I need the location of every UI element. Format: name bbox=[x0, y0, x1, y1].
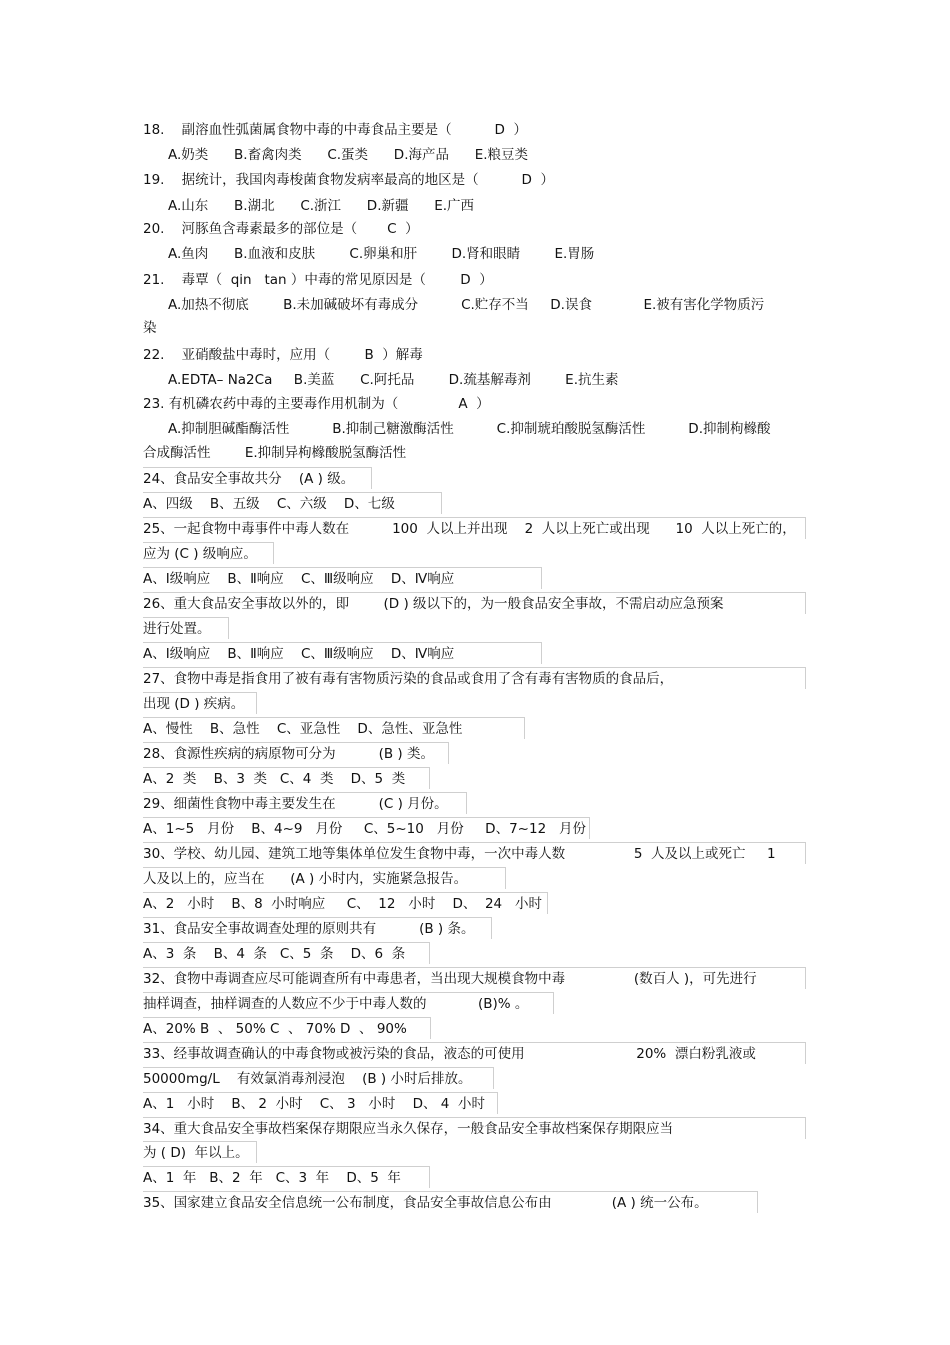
options-20: A.鱼肉 B.血液和皮肤 C.卵巢和肝 D.肾和眼睛 E.胃肠 bbox=[168, 246, 595, 262]
question-33-cont: 50000mg/L 有效氯消毒剂浸泡 (B ) 小时后排放。 bbox=[143, 1067, 494, 1089]
question-27: 27、食物中毒是指食用了被有毒有害物质污染的食品或食用了含有毒有害物质的食品后， bbox=[143, 667, 806, 689]
options-28: A、2 类 B、3 类 C、4 类 D、5 类 bbox=[143, 767, 430, 789]
question-22: 22. 亚硝酸盐中毒时，应用（ B ）解毒 bbox=[143, 347, 423, 363]
options-34: A、1 年 B、2 年 C、3 年 D、5 年 bbox=[143, 1166, 430, 1188]
question-30: 30、学校、幼儿园、建筑工地等集体单位发生食物中毒，一次中毒人数 5 人及以上或死亡 1 bbox=[143, 842, 806, 864]
question-21: 21. 毒覃（ qin tan ）中毒的常见原因是（ D ） bbox=[143, 272, 493, 288]
options-23: A.抑制胆碱酯酶活性 B.抑制己糖激酶活性 C.抑制琥珀酸脱氢酶活性 D.抑制枸橼酸 bbox=[168, 421, 771, 437]
question-34-cont: 为 ( D) 年以上。 bbox=[143, 1141, 257, 1163]
question-26: 26、重大食品安全事故以外的，即 (D ) 级以下的，为一般食品安全事故，不需启动应急预案 bbox=[143, 592, 806, 614]
options-18: A.奶类 B.畜禽肉类 C.蛋类 D.海产品 E.粮豆类 bbox=[168, 147, 529, 163]
question-33: 33、经事故调查确认的中毒食物或被污染的食品，液态的可使用 20% 漂白粉乳液或 bbox=[143, 1042, 806, 1064]
options-29: A、1~5 月份 B、4~9 月份 C、5~10 月份 D、7~12 月份 bbox=[143, 817, 590, 839]
options-21-cont: 染 bbox=[143, 320, 157, 336]
options-23-cont: 合成酶活性 E.抑制异枸橼酸脱氢酶活性 bbox=[143, 445, 407, 461]
options-19: A.山东 B.湖北 C.浙江 D.新疆 E.广西 bbox=[168, 198, 475, 214]
options-31: A、3 条 B、4 条 C、5 条 D、6 条 bbox=[143, 942, 430, 964]
question-18: 18. 副溶血性弧菌属食物中毒的中毒食品主要是（ D ） bbox=[143, 122, 528, 138]
question-25: 25、一起食物中毒事件中毒人数在 100 人以上并出现 2 人以上死亡或出现 10 人以上死亡的， bbox=[143, 517, 806, 539]
options-30: A、2 小时 B、8 小时响应 C、 12 小时 D、 24 小时 bbox=[143, 892, 548, 914]
question-30-cont: 人及以上的，应当在 (A ) 小时内，实施紧急报告。 bbox=[143, 867, 506, 889]
options-26: A、Ⅰ级响应 B、Ⅱ响应 C、Ⅲ级响应 D、Ⅳ响应 bbox=[143, 642, 542, 664]
question-20: 20. 河豚鱼含毒素最多的部位是（ C ） bbox=[143, 221, 419, 237]
question-23: 23. 有机磷农药中毒的主要毒作用机制为（ A ） bbox=[143, 396, 490, 412]
options-32: A、20% B 、 50% C 、 70% D 、 90% bbox=[143, 1017, 431, 1039]
options-22: A.EDTA– Na2Ca B.美蓝 C.阿托品 D.巯基解毒剂 E.抗生素 bbox=[168, 372, 619, 388]
question-19: 19. 据统计，我国肉毒梭菌食物发病率最高的地区是（ D ） bbox=[143, 172, 555, 188]
question-24: 24、食品安全事故共分 (A ) 级。 bbox=[143, 467, 372, 489]
question-32: 32、食物中毒调查应尽可能调查所有中毒患者，当出现大规模食物中毒 (数百人 )，可先进行 bbox=[143, 967, 806, 989]
question-34: 34、重大食品安全事故档案保存期限应当永久保存，一般食品安全事故档案保存期限应当 bbox=[143, 1117, 806, 1139]
options-27: A、慢性 B、急性 C、亚急性 D、急性、亚急性 bbox=[143, 717, 525, 739]
question-25-cont: 应为 (C ) 级响应。 bbox=[143, 542, 274, 564]
options-24: A、四级 B、五级 C、六级 D、七级 bbox=[143, 492, 442, 514]
question-26-cont: 进行处置。 bbox=[143, 617, 229, 639]
options-25: A、Ⅰ级响应 B、Ⅱ响应 C、Ⅲ级响应 D、Ⅳ响应 bbox=[143, 567, 542, 589]
options-21: A.加热不彻底 B.未加碱破坏有毒成分 C.贮存不当 D.误食 E.被有害化学物质污 bbox=[168, 297, 765, 313]
question-32-cont: 抽样调查，抽样调查的人数应不少于中毒人数的 (B)% 。 bbox=[143, 992, 554, 1014]
question-31: 31、食品安全事故调查处理的原则共有 (B ) 条。 bbox=[143, 917, 492, 939]
question-27-cont: 出现 (D ) 疾病。 bbox=[143, 692, 257, 714]
options-33: A、1 小时 B、 2 小时 C、 3 小时 D、 4 小时 bbox=[143, 1092, 498, 1114]
question-35: 35、国家建立食品安全信息统一公布制度，食品安全事故信息公布由 (A ) 统一公布。 bbox=[143, 1191, 758, 1213]
question-28: 28、食源性疾病的病原物可分为 (B ) 类。 bbox=[143, 742, 449, 764]
question-29: 29、细菌性食物中毒主要发生在 (C ) 月份。 bbox=[143, 792, 467, 814]
